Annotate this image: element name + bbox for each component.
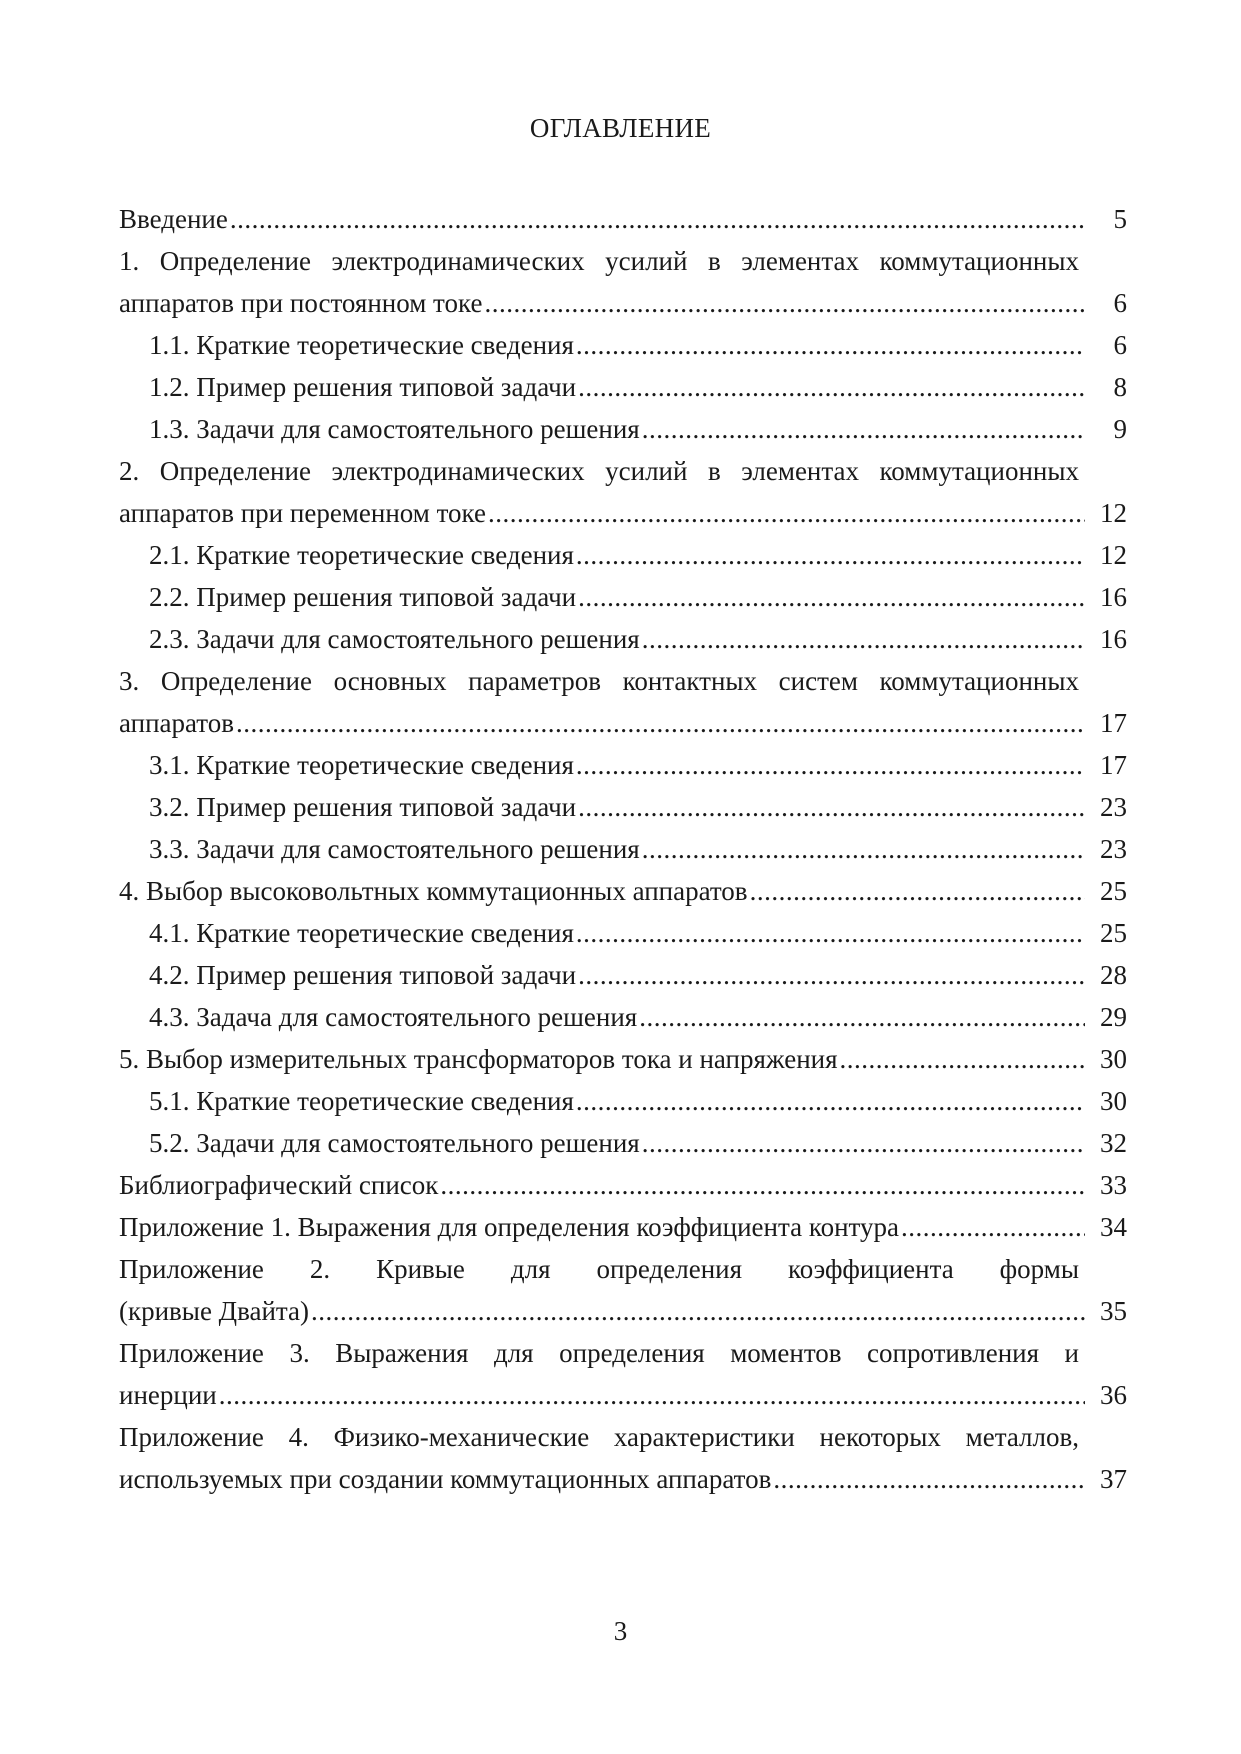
dot-leader xyxy=(578,576,1085,618)
toc-line xyxy=(119,1038,1127,1080)
toc-line xyxy=(149,744,1127,786)
toc-entry-title: используемых при создании коммутационных аппаратов xyxy=(119,1464,772,1494)
toc-subsection[interactable] xyxy=(119,996,1127,1038)
toc-entry-title: аппаратов при переменном токе xyxy=(119,498,486,528)
toc-subsection[interactable] xyxy=(119,576,1127,618)
toc-section[interactable] xyxy=(119,450,1127,534)
toc-page-number: 29 xyxy=(1100,1002,1127,1032)
toc-page-number: 12 xyxy=(1100,540,1127,570)
toc-line xyxy=(119,282,1127,324)
dot-leader xyxy=(642,1122,1085,1164)
toc-line xyxy=(149,618,1127,660)
toc-entry-heading: 3. Определение основных параметров контактных систем коммутационных xyxy=(119,666,1079,696)
toc-page-number: 37 xyxy=(1100,1464,1127,1494)
toc-section[interactable] xyxy=(119,1164,1127,1206)
toc-line xyxy=(149,534,1127,576)
toc-line xyxy=(119,198,1127,240)
toc-page-number: 8 xyxy=(1113,372,1127,402)
toc-subsection[interactable] xyxy=(119,534,1127,576)
toc-page-number: 23 xyxy=(1100,792,1127,822)
toc-line xyxy=(119,1374,1127,1416)
dot-leader xyxy=(219,1374,1085,1416)
toc-entry-title: инерции xyxy=(119,1380,217,1410)
toc-section[interactable] xyxy=(119,870,1127,912)
toc-page-number: 9 xyxy=(1113,414,1127,444)
dot-leader xyxy=(311,1290,1085,1332)
toc-entry-title: 4.2. Пример решения типовой задачи xyxy=(149,960,577,990)
toc-entry-title: 3.1. Краткие теоретические сведения xyxy=(149,750,574,780)
toc-page-number: 30 xyxy=(1100,1044,1127,1074)
toc-line xyxy=(119,1458,1127,1500)
toc-line xyxy=(149,828,1127,870)
toc-page-number: 28 xyxy=(1100,960,1127,990)
toc-entry-title: Приложение 1. Выражения для определения коэффициента контура xyxy=(119,1212,899,1242)
toc-entry-title: 1.1. Краткие теоретические сведения xyxy=(149,330,574,360)
toc-page-number: 25 xyxy=(1100,876,1127,906)
toc-entry-title: (кривые Двайта) xyxy=(119,1296,310,1326)
toc-page-number: 33 xyxy=(1100,1170,1127,1200)
dot-leader xyxy=(440,1164,1085,1206)
dot-leader xyxy=(901,1206,1085,1248)
toc-subsection[interactable] xyxy=(119,618,1127,660)
dot-leader xyxy=(578,786,1085,828)
toc-section[interactable] xyxy=(119,660,1127,744)
toc-page-number: 6 xyxy=(1113,330,1127,360)
dot-leader xyxy=(750,870,1085,912)
toc-line xyxy=(149,954,1127,996)
toc-page-number: 25 xyxy=(1100,918,1127,948)
toc-line xyxy=(149,324,1127,366)
dot-leader xyxy=(773,1458,1085,1500)
toc-line xyxy=(149,912,1127,954)
dot-leader xyxy=(578,954,1085,996)
toc-entry-title: 2.1. Краткие теоретические сведения xyxy=(149,540,574,570)
toc-subsection[interactable] xyxy=(119,744,1127,786)
dot-leader xyxy=(642,408,1085,450)
toc-entry-title: аппаратов xyxy=(119,708,234,738)
dot-leader xyxy=(642,618,1085,660)
toc-entry-title: аппаратов при постоянном токе xyxy=(119,288,483,318)
dot-leader xyxy=(642,828,1085,870)
toc-section[interactable] xyxy=(119,1332,1127,1416)
toc-line xyxy=(119,1206,1127,1248)
dot-leader xyxy=(639,996,1085,1038)
toc-entry-title: 5. Выбор измерительных трансформаторов тока и напряжения xyxy=(119,1044,838,1074)
page-number: 3 xyxy=(613,1616,628,1646)
toc-entry-title: 1.3. Задачи для самостоятельного решения xyxy=(149,414,640,444)
toc-section[interactable] xyxy=(119,1206,1127,1248)
toc-subsection[interactable] xyxy=(119,324,1127,366)
toc-line xyxy=(149,786,1127,828)
page-title: ОГЛАВЛЕНИЕ xyxy=(529,113,712,143)
toc-entry-title: 5.1. Краткие теоретические сведения xyxy=(149,1086,574,1116)
toc-entry-title: Библиографический список xyxy=(119,1170,439,1200)
toc-section[interactable] xyxy=(119,198,1127,240)
toc-entry-heading: Приложение 3. Выражения для определения моментов сопротивления и xyxy=(119,1338,1079,1368)
toc-line xyxy=(149,1122,1127,1164)
toc-subsection[interactable] xyxy=(119,912,1127,954)
table-of-contents xyxy=(119,198,1127,1500)
toc-page-number: 5 xyxy=(1113,204,1127,234)
toc-page-number: 32 xyxy=(1100,1128,1127,1158)
dot-leader xyxy=(840,1038,1085,1080)
dot-leader xyxy=(236,702,1085,744)
dot-leader xyxy=(578,366,1085,408)
dot-leader xyxy=(488,492,1085,534)
toc-entry-title: 4.1. Краткие теоретические сведения xyxy=(149,918,574,948)
dot-leader xyxy=(484,282,1085,324)
toc-entry-heading: Приложение 2. Кривые для определения коэффициента формы xyxy=(119,1254,1079,1284)
toc-subsection[interactable] xyxy=(119,1080,1127,1122)
dot-leader xyxy=(576,324,1085,366)
dot-leader xyxy=(576,912,1085,954)
toc-page-number: 17 xyxy=(1100,750,1127,780)
toc-section[interactable] xyxy=(119,1416,1127,1500)
toc-line xyxy=(149,996,1127,1038)
toc-entry-title: 4. Выбор высоковольтных коммутационных аппаратов xyxy=(119,876,748,906)
toc-line xyxy=(119,1164,1127,1206)
toc-entry-title: 2.3. Задачи для самостоятельного решения xyxy=(149,624,640,654)
toc-entry-title: 3.2. Пример решения типовой задачи xyxy=(149,792,577,822)
dot-leader xyxy=(576,1080,1085,1122)
toc-entry-heading: 1. Определение электродинамических усилий в элементах коммутационных xyxy=(119,246,1079,276)
toc-line xyxy=(119,492,1127,534)
toc-line xyxy=(119,870,1127,912)
toc-subsection[interactable] xyxy=(119,366,1127,408)
toc-entry-title: Введение xyxy=(119,204,228,234)
toc-section[interactable] xyxy=(119,1038,1127,1080)
toc-section[interactable] xyxy=(119,1248,1127,1332)
toc-subsection[interactable] xyxy=(119,828,1127,870)
toc-line xyxy=(119,702,1127,744)
dot-leader xyxy=(576,534,1085,576)
dot-leader xyxy=(230,198,1085,240)
toc-entry-heading: 2. Определение электродинамических усилий в элементах коммутационных xyxy=(119,456,1079,486)
toc-line xyxy=(149,366,1127,408)
toc-line xyxy=(149,1080,1127,1122)
toc-subsection[interactable] xyxy=(119,954,1127,996)
toc-subsection[interactable] xyxy=(119,408,1127,450)
toc-page-number: 16 xyxy=(1100,582,1127,612)
toc-page-number: 6 xyxy=(1113,288,1127,318)
toc-entry-title: 1.2. Пример решения типовой задачи xyxy=(149,372,577,402)
toc-section[interactable] xyxy=(119,240,1127,324)
toc-page-number: 16 xyxy=(1100,624,1127,654)
toc-entry-title: 3.3. Задачи для самостоятельного решения xyxy=(149,834,640,864)
toc-subsection[interactable] xyxy=(119,1122,1127,1164)
toc-page-number: 30 xyxy=(1100,1086,1127,1116)
toc-entry-title: 4.3. Задача для самостоятельного решения xyxy=(149,1002,638,1032)
toc-entry-title: 5.2. Задачи для самостоятельного решения xyxy=(149,1128,640,1158)
dot-leader xyxy=(576,744,1085,786)
toc-page-number: 35 xyxy=(1100,1296,1127,1326)
toc-line xyxy=(149,576,1127,618)
toc-page-number: 12 xyxy=(1100,498,1127,528)
toc-line xyxy=(119,1290,1127,1332)
toc-page-number: 36 xyxy=(1100,1380,1127,1410)
toc-line xyxy=(149,408,1127,450)
toc-page-number: 17 xyxy=(1100,708,1127,738)
toc-page-number: 34 xyxy=(1100,1212,1127,1242)
toc-subsection[interactable] xyxy=(119,786,1127,828)
toc-entry-heading: Приложение 4. Физико-механические характеристики некоторых металлов, xyxy=(119,1422,1079,1452)
toc-page-number: 23 xyxy=(1100,834,1127,864)
toc-entry-title: 2.2. Пример решения типовой задачи xyxy=(149,582,577,612)
